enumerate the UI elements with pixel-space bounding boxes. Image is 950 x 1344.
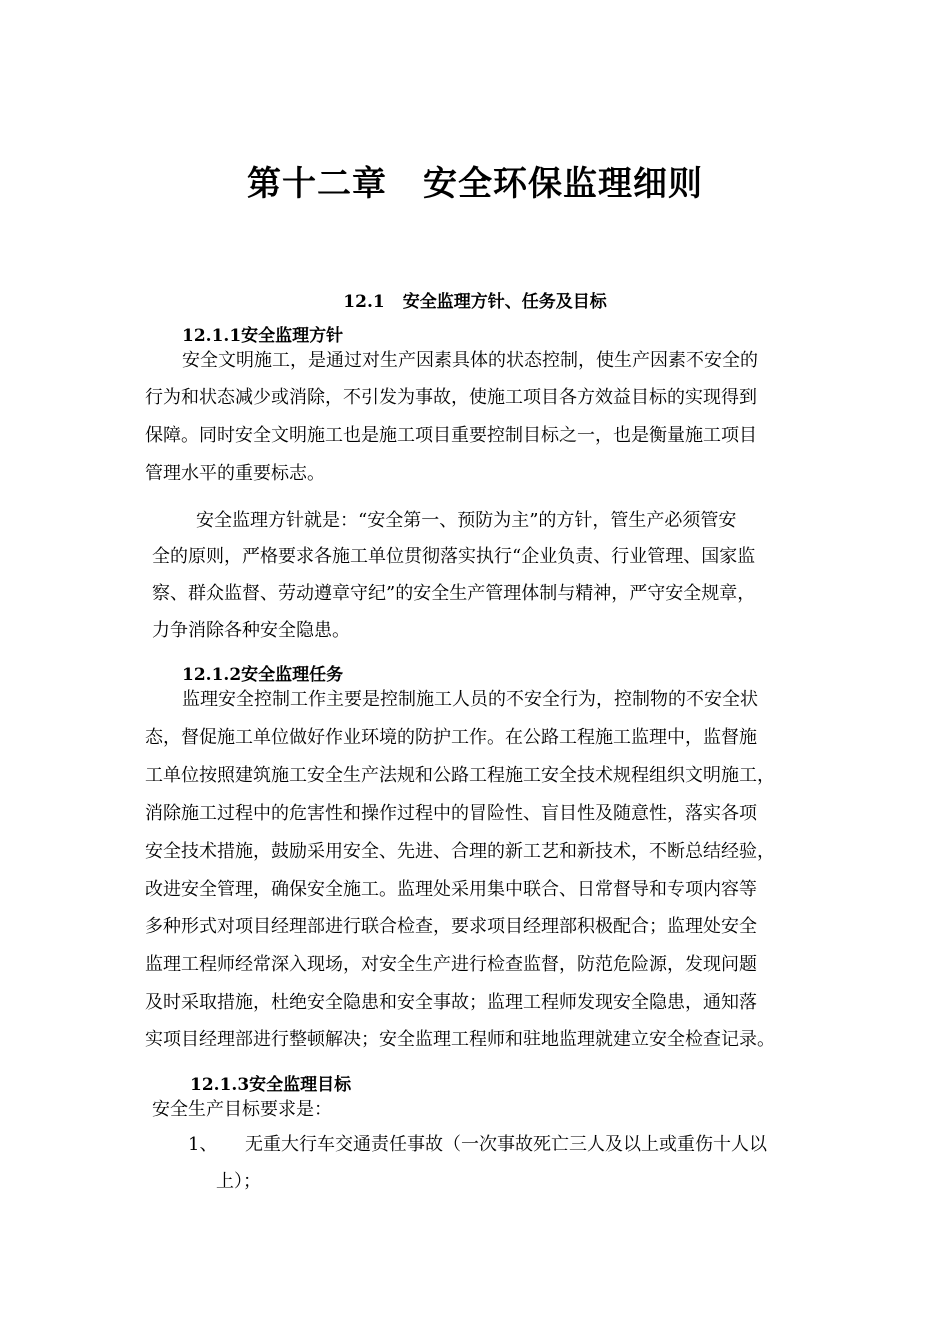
paragraph-line: 管理水平的重要标志。 [145,463,325,484]
paragraph-line: 实项目经理部进行整顿解决；安全监理工程师和驻地监理就建立安全检查记录。 [145,1029,775,1050]
paragraph-line: 监理工程师经常深入现场，对安全生产进行检查监督，防范危险源，发现问题 [145,954,757,975]
paragraph-line: 监理安全控制工作主要是控制施工人员的不安全行为，控制物的不安全状 [182,689,758,710]
paragraph-line: 行为和状态减少或消除，不引发为事故，使施工项目各方效益目标的实现得到 [145,387,757,408]
subsection-heading-3: 12.1.3安全监理目标 [190,1075,352,1095]
paragraph-line: 改进安全管理，确保安全施工。监理处采用集中联合、日常督导和专项内容等 [145,879,757,900]
paragraph-line: 工单位按照建筑施工安全生产法规和公路工程施工安全技术规程组织文明施工， [145,765,775,786]
goals-intro: 安全生产目标要求是： [152,1099,332,1120]
section-heading [0,287,950,312]
section-number: 12.1 [343,292,385,312]
subsection-heading-2: 12.1.2安全监理任务 [182,665,344,685]
paragraph-line: 多种形式对项目经理部进行联合检查，要求项目经理部积极配合；监理处安全 [145,916,757,937]
list-item-text: 无重大行车交通责任事故（一次事故死亡三人及以上或重伤十人以 [245,1134,767,1155]
paragraph-line: 及时采取措施，杜绝安全隐患和安全事故；监理工程师发现安全隐患，通知落 [145,992,757,1013]
paragraph-line: 安全技术措施，鼓励采用安全、先进、合理的新工艺和新技术，不断总结经验， [145,841,775,862]
paragraph-line: 全的原则，严格要求各施工单位贯彻落实执行“企业负责、行业管理、国家监 [152,546,756,567]
list-item-text-continued: 上）； [216,1171,261,1192]
list-item-marker: 1、 [188,1134,218,1155]
section-title: 安全监理方针、任务及目标 [402,292,607,312]
paragraph-line: 力争消除各种安全隐患。 [152,620,350,641]
chapter-title [0,156,950,205]
paragraph-line: 安全监理方针就是：“安全第一、预防为主”的方针，管生产必须管安 [196,510,737,531]
paragraph-line: 态，督促施工单位做好作业环境的防护工作。在公路工程施工监理中，监督施 [145,727,757,748]
chapter-name: 安全环保监理细则 [423,164,703,204]
subsection-heading-1: 12.1.1安全监理方针 [182,326,344,346]
paragraph-line: 察、群众监督、劳动遵章守纪”的安全生产管理体制与精神，严守安全规章， [152,583,756,604]
paragraph-line: 保障。同时安全文明施工也是施工项目重要控制目标之一，也是衡量施工项目 [145,425,757,446]
paragraph-line: 安全文明施工，是通过对生产因素具体的状态控制，使生产因素不安全的 [182,350,758,371]
paragraph-line: 消除施工过程中的危害性和操作过程中的冒险性、盲目性及随意性，落实各项 [145,803,757,824]
chapter-number: 第十二章 [247,164,387,204]
